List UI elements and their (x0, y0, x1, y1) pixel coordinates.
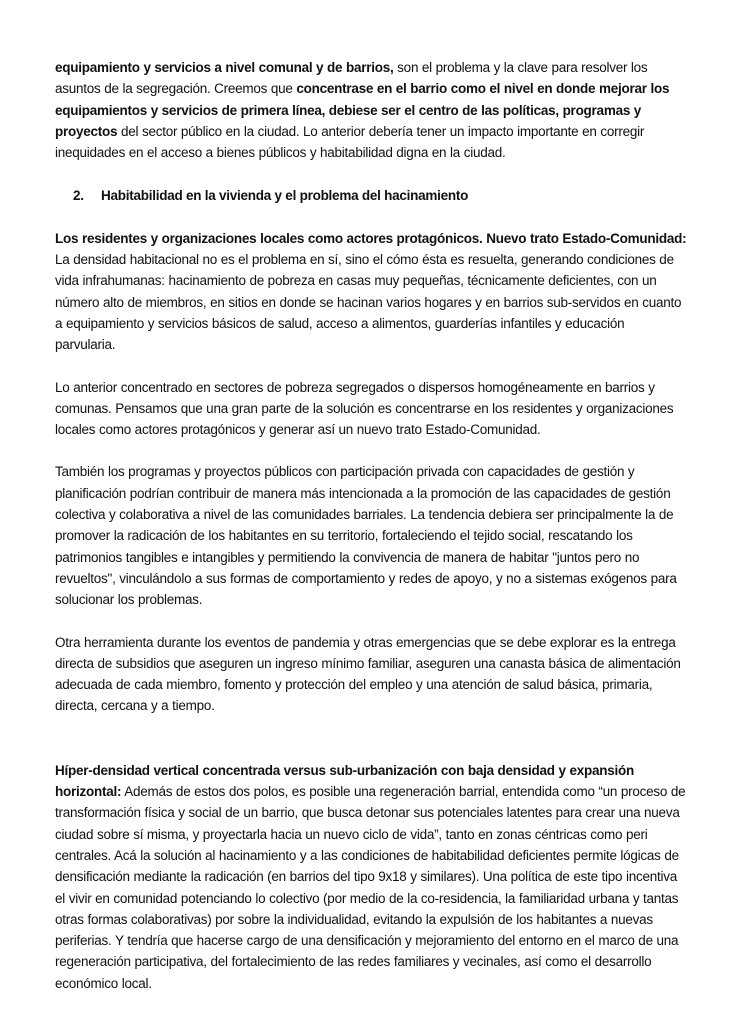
text-segment: Además de estos dos polos, es posible una regeneración barrial, entendida como “un proceso de transformación física y social de un barrio, que busca detonar sus potenciales latentes para crear una nueva ciudad sobre sí misma, y proyectarla hacia un nuevo ciclo de vida”, tanto en zonas céntricas como peri centrales. Acá la solución al hacinamiento y a las condiciones de habitabilidad deficientes permite lógicas de densificación mediante la radicación (en barrios del tipo 9x18 y similares). Una política de este tipo incentiva el vivir en comunidad potenciando lo colectivo (por medio de la co-residencia, la familiaridad urbana y tantas otras formas colaborativas) por sobre la individualidad, evitando la expulsión de los habitantes a nuevas periferias. Y tendría que hacerse cargo de una densificación y mejoramiento del entorno en el marco de una regeneración participativa, del fortalecimiento de las redes familiares y vecinales, así como el desarrollo económico local. (55, 784, 686, 991)
bold-text-segment: equipamiento y servicios a nivel comunal y de barrios, (55, 60, 394, 75)
text-segment: del sector público en la ciudad. Lo anterior debería tener un impacto importante en corregir inequidades en el acceso a bienes públicos y habitabilidad digna en la ciudad. (55, 123, 645, 161)
bold-text-segment: Híper-densidad vertical concentrada versus sub-urbanización con baja densidad y expansión horizontal: (55, 762, 634, 800)
paragraph-equipamiento-servicios (55, 57, 687, 163)
paragraph-hiper-densidad (55, 760, 687, 994)
paragraph-lo-anterior-concentrado (55, 377, 687, 441)
paragraph-residentes-protagonicos (55, 228, 687, 356)
bold-text-segment: concentrase en el barrio como el nivel en donde mejorar los equipamientos y servicios de primera línea, debiese ser el centro de las políticas, programas y proyectos (55, 81, 670, 139)
paragraph-subsidios-pandemia (55, 632, 687, 717)
paragraph-programas-publicos (55, 461, 687, 610)
bold-text-segment: Los residentes y organizaciones locales como actores protagónicos. Nuevo trato Estado-Comunidad: (55, 230, 687, 246)
text-segment: Lo anterior concentrado en sectores de pobreza segregados o dispersos homogéneamente en barrios y comunas. Pensamos que una gran parte de la solución es concentrarse en los residentes y organizaciones locales como actores protagónicos y generar así un nuevo trato Estado-Comunidad. (55, 379, 674, 438)
text-segment: La densidad habitacional no es el problema en sí, sino el cómo ésta es resuelta, generando condiciones de vida infrahumanas: hacinamiento de pobreza en casas muy pequeñas, técnicamente deficientes, con un número alto de miembros, en sitios en donde se hacinan varios hogares y en barrios sub-servidos en cuanto a equipamiento y servicios básicos de salud, acceso a alimentos, guarderías infantiles y educación parvularia. (55, 252, 682, 353)
section-heading-title: Habitabilidad en la vivienda y el problema del hacinamiento (101, 188, 469, 204)
section-heading-number: 2. (73, 188, 84, 204)
text-segment: Otra herramienta durante los eventos de pandemia y otras emergencias que se debe explorar es la entrega directa de subsidios que aseguren un ingreso mínimo familiar, aseguren una canasta básica de alimentación adecuada de cada miembro, fomento y protección del empleo y una atención de salud básica, primaria, directa, cercana y a tiempo. (55, 634, 681, 714)
section-heading (73, 185, 687, 206)
text-segment: También los programas y proyectos públicos con participación privada con capacidades de gestión y planificación podrían contribuir de manera más intencionada a la promoción de las capacidades de gestión colectiva y colaborativa a nivel de las comunidades barriales. La tendencia debiera ser principalmente la de promover la radicación de los habitantes en su territorio, fortaleciendo el tejido social, rescatando los patrimonios tangibles e intangibles y permitiendo la convivencia de manera de habitar "juntos pero no revueltos", vinculándolo a sus formas de comportamiento y redes de apoyo, y no a sistemas exógenos para solucionar los problemas. (55, 464, 677, 608)
text-segment: son el problema y la clave para resolver los asuntos de la segregación. Creemos que (55, 60, 648, 97)
